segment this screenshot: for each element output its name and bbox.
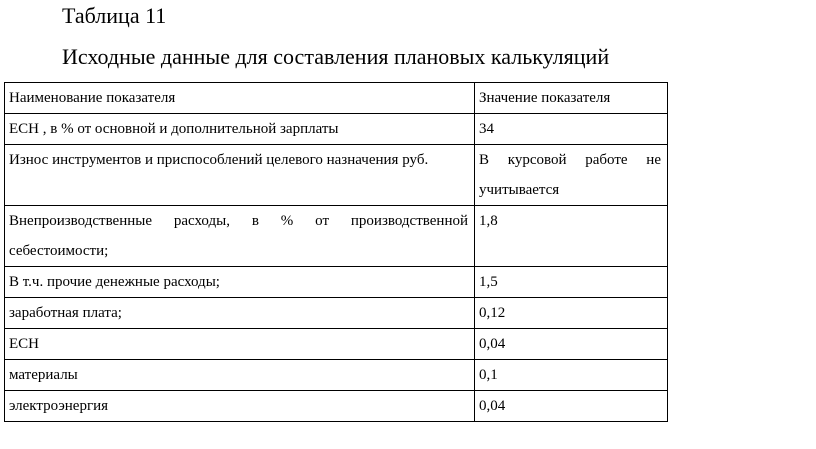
row-value: 1,8 [475, 206, 668, 267]
header-indicator-name: Наименование показателя [5, 83, 475, 114]
header-indicator-value: Значение показателя [475, 83, 668, 114]
row-name: заработная плата; [5, 298, 475, 329]
calculation-data-table [4, 82, 668, 422]
table-number: Таблица 11 [62, 3, 167, 28]
row-value: 0,1 [475, 360, 668, 391]
row-value: 0,04 [475, 329, 668, 360]
table-title: Исходные данные для составления плановых калькуляций [62, 44, 610, 69]
row-name: электроэнергия [5, 391, 475, 422]
row-name: Износ инструментов и приспособлений целевого назначения руб. [5, 145, 475, 206]
table-row [5, 267, 668, 298]
row-name: В т.ч. прочие денежные расходы; [5, 267, 475, 298]
row-name: ЕСН , в % от основной и дополнительной зарплаты [5, 114, 475, 145]
row-value: В курсовой работе не учитывается [475, 145, 668, 206]
row-value: 34 [475, 114, 668, 145]
row-value: 0,12 [475, 298, 668, 329]
table-row [5, 391, 668, 422]
row-value: 0,04 [475, 391, 668, 422]
table-row [5, 206, 668, 267]
row-name: Внепроизводственные расходы, в % от производственной себестоимости; [5, 206, 475, 267]
row-name: материалы [5, 360, 475, 391]
table-row [5, 114, 668, 145]
table-row [5, 298, 668, 329]
table-header-row [5, 83, 668, 114]
table-row [5, 360, 668, 391]
table-row [5, 145, 668, 206]
row-value: 1,5 [475, 267, 668, 298]
row-name: ЕСН [5, 329, 475, 360]
table-row [5, 329, 668, 360]
